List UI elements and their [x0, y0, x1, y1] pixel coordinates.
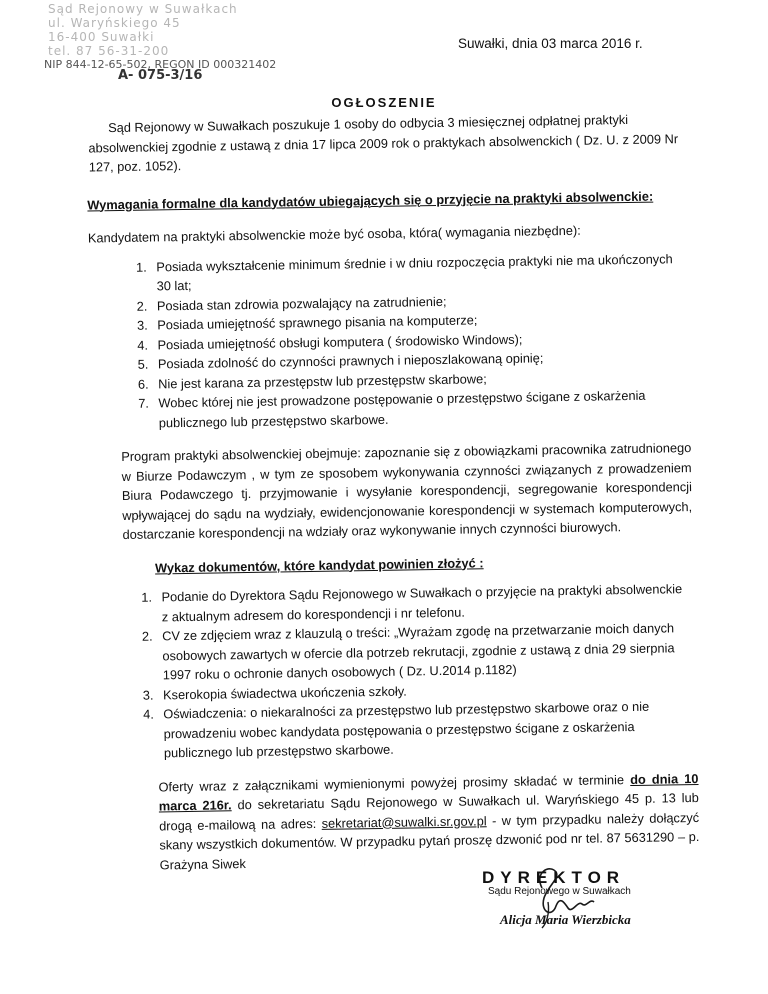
list-item: 7. Wobec której nie jest prowadzone postępowanie o przestępstwo ścigane z oskarżenia publicznego lub przestępstwo skarbowe.: [152, 385, 688, 432]
list-item: 4. Posiada umiejętność obsługi komputera ( środowisko Windows);: [151, 327, 686, 355]
requirements-lead: Kandydatem na praktyki absolwenckie może być osoba, która( wymagania niezbędne):: [87, 222, 581, 246]
list-item: 3. Kserokopia świadectwa ukończenia szkoły.: [157, 677, 692, 705]
list-item: 3. Posiada umiejętność sprawnego pisania na komputerze;: [151, 307, 686, 335]
list-item: 1. Podanie do Dyrektora Sądu Rejonowego w Suwałkach o przyjęcie na praktyki absolwenckie z aktualnym adresem do korespondencji i nr telefonu.: [155, 579, 691, 626]
list-item: 4. Oświadczenia: o niekaralności za przestępstwo lub przestępstwo skarbowe oraz o nie prowadzeniu wobec kandydata postępowania o przestępstwo ścigane z oskarżenia publicznego lub przestępstwo skarbowe.: [157, 696, 693, 763]
signature-title: DYREKTOR: [482, 868, 626, 887]
stamp-line-3: 16-400 Suwałki: [48, 30, 155, 44]
email-link[interactable]: sekretariat@suwalki.sr.gov.pl: [321, 812, 487, 831]
stamp-nip: NIP 844-12-65-502, REGON ID 000321402: [44, 58, 277, 71]
offers-paragraph: [158, 768, 699, 874]
reference-number: A- 075-3/16: [118, 68, 203, 83]
office-stamp: [44, 2, 278, 83]
offers-text-3: - w tym przypadku należy dołączyć skany wszystkich dokumentów. W przypadku pytań proszę dzwonić pod nr tel. 87 5631290 – p. Grażyna Siwek: [159, 809, 700, 872]
list-item: 2. CV ze zdjęciem wraz z klauzulą o treści: „Wyrażam zgodę na przetwarzanie moich danych osobowych zawartych w ofercie dla potrzeb rekrutacji, zgodnie z ustawą z dnia 29 sierpnia 1997 roku o ochronie danych osobowych ( Dz. U.2014 p.1182): [156, 618, 692, 685]
offers-text-2: do sekretariatu Sądu Rejonowego w Suwałkach ul. Waryńskiego 45 p. 13 lub drogą e-mailową na adres:: [158, 789, 699, 833]
list-item: 2. Posiada stan zdrowia pozwalający na zatrudnienie;: [151, 288, 686, 316]
page-title: OGŁOSZENIE: [331, 95, 437, 110]
document-body: [87, 109, 700, 875]
signature-court: Sądu Rejonowego w Suwałkach: [488, 886, 631, 897]
offers-text-1: Oferty wraz z załącznikami wymienionymi powyżej prosimy składać w terminie: [158, 771, 625, 794]
signature-name: Alicja Maria Wierzbicka: [500, 912, 631, 927]
stamp-line-2: ul. Waryńskiego 45: [48, 16, 181, 30]
signature-stamp: [470, 862, 670, 932]
stamp-line-1: Sąd Rejonowy w Suwałkach: [48, 2, 238, 16]
requirements-heading: Wymagania formalne dla kandydatów ubiegających się o przyjęcie na praktyki absolwenckie:: [87, 188, 654, 212]
list-item: 1. Posiada wykształcenie minimum średnie i w dniu rozpoczęcia praktyki nie ma ukończonych 30 lat;: [150, 249, 686, 296]
documents-list: [125, 579, 693, 763]
deadline: do dnia 10 marca 216r.: [158, 770, 699, 814]
program-paragraph: Program praktyki absolwenckiej obejmuje: zapoznanie się z obowiązkami pracownika zatrudnionego w Biurze Podawczym , w tym ze sposobem wykonywania czynności związanych z prowadzeniem Biura Podawczego tj. przyjmowanie i wysyłanie korespondencji, segregowanie korespondencji wpływającej do sądu na wydziały, ewidencjonowanie korespondencji w systemach komputerowych, dostarczanie korespondencji na wdziały oraz wykonywanie innych czynności biurowych.: [121, 440, 693, 542]
place-date: Suwałki, dnia 03 marca 2016 r.: [458, 36, 643, 51]
documents-heading: Wykaz dokumentów, które kandydat powinien złożyć :: [154, 554, 484, 575]
intro-paragraph: Sąd Rejonowy w Suwałkach poszukuje 1 osoby do odbycia 3 miesięcznej odpłatnej praktyki absolwenckiej zgodnie z ustawą z dnia 17 lipca 2009 rok o praktykach absolwenckich ( Dz. U. z 2009 Nr 127, poz. 1052).: [88, 111, 679, 175]
requirements-list: [120, 249, 688, 433]
list-item: 6. Nie jest karana za przestępstw lub przestępstw skarbowe;: [152, 366, 687, 394]
stamp-line-4: tel. 87 56-31-200: [48, 44, 170, 58]
list-item: 5. Posiada zdolność do czynności prawnych i nieposzlakowaną opinię;: [152, 346, 687, 374]
